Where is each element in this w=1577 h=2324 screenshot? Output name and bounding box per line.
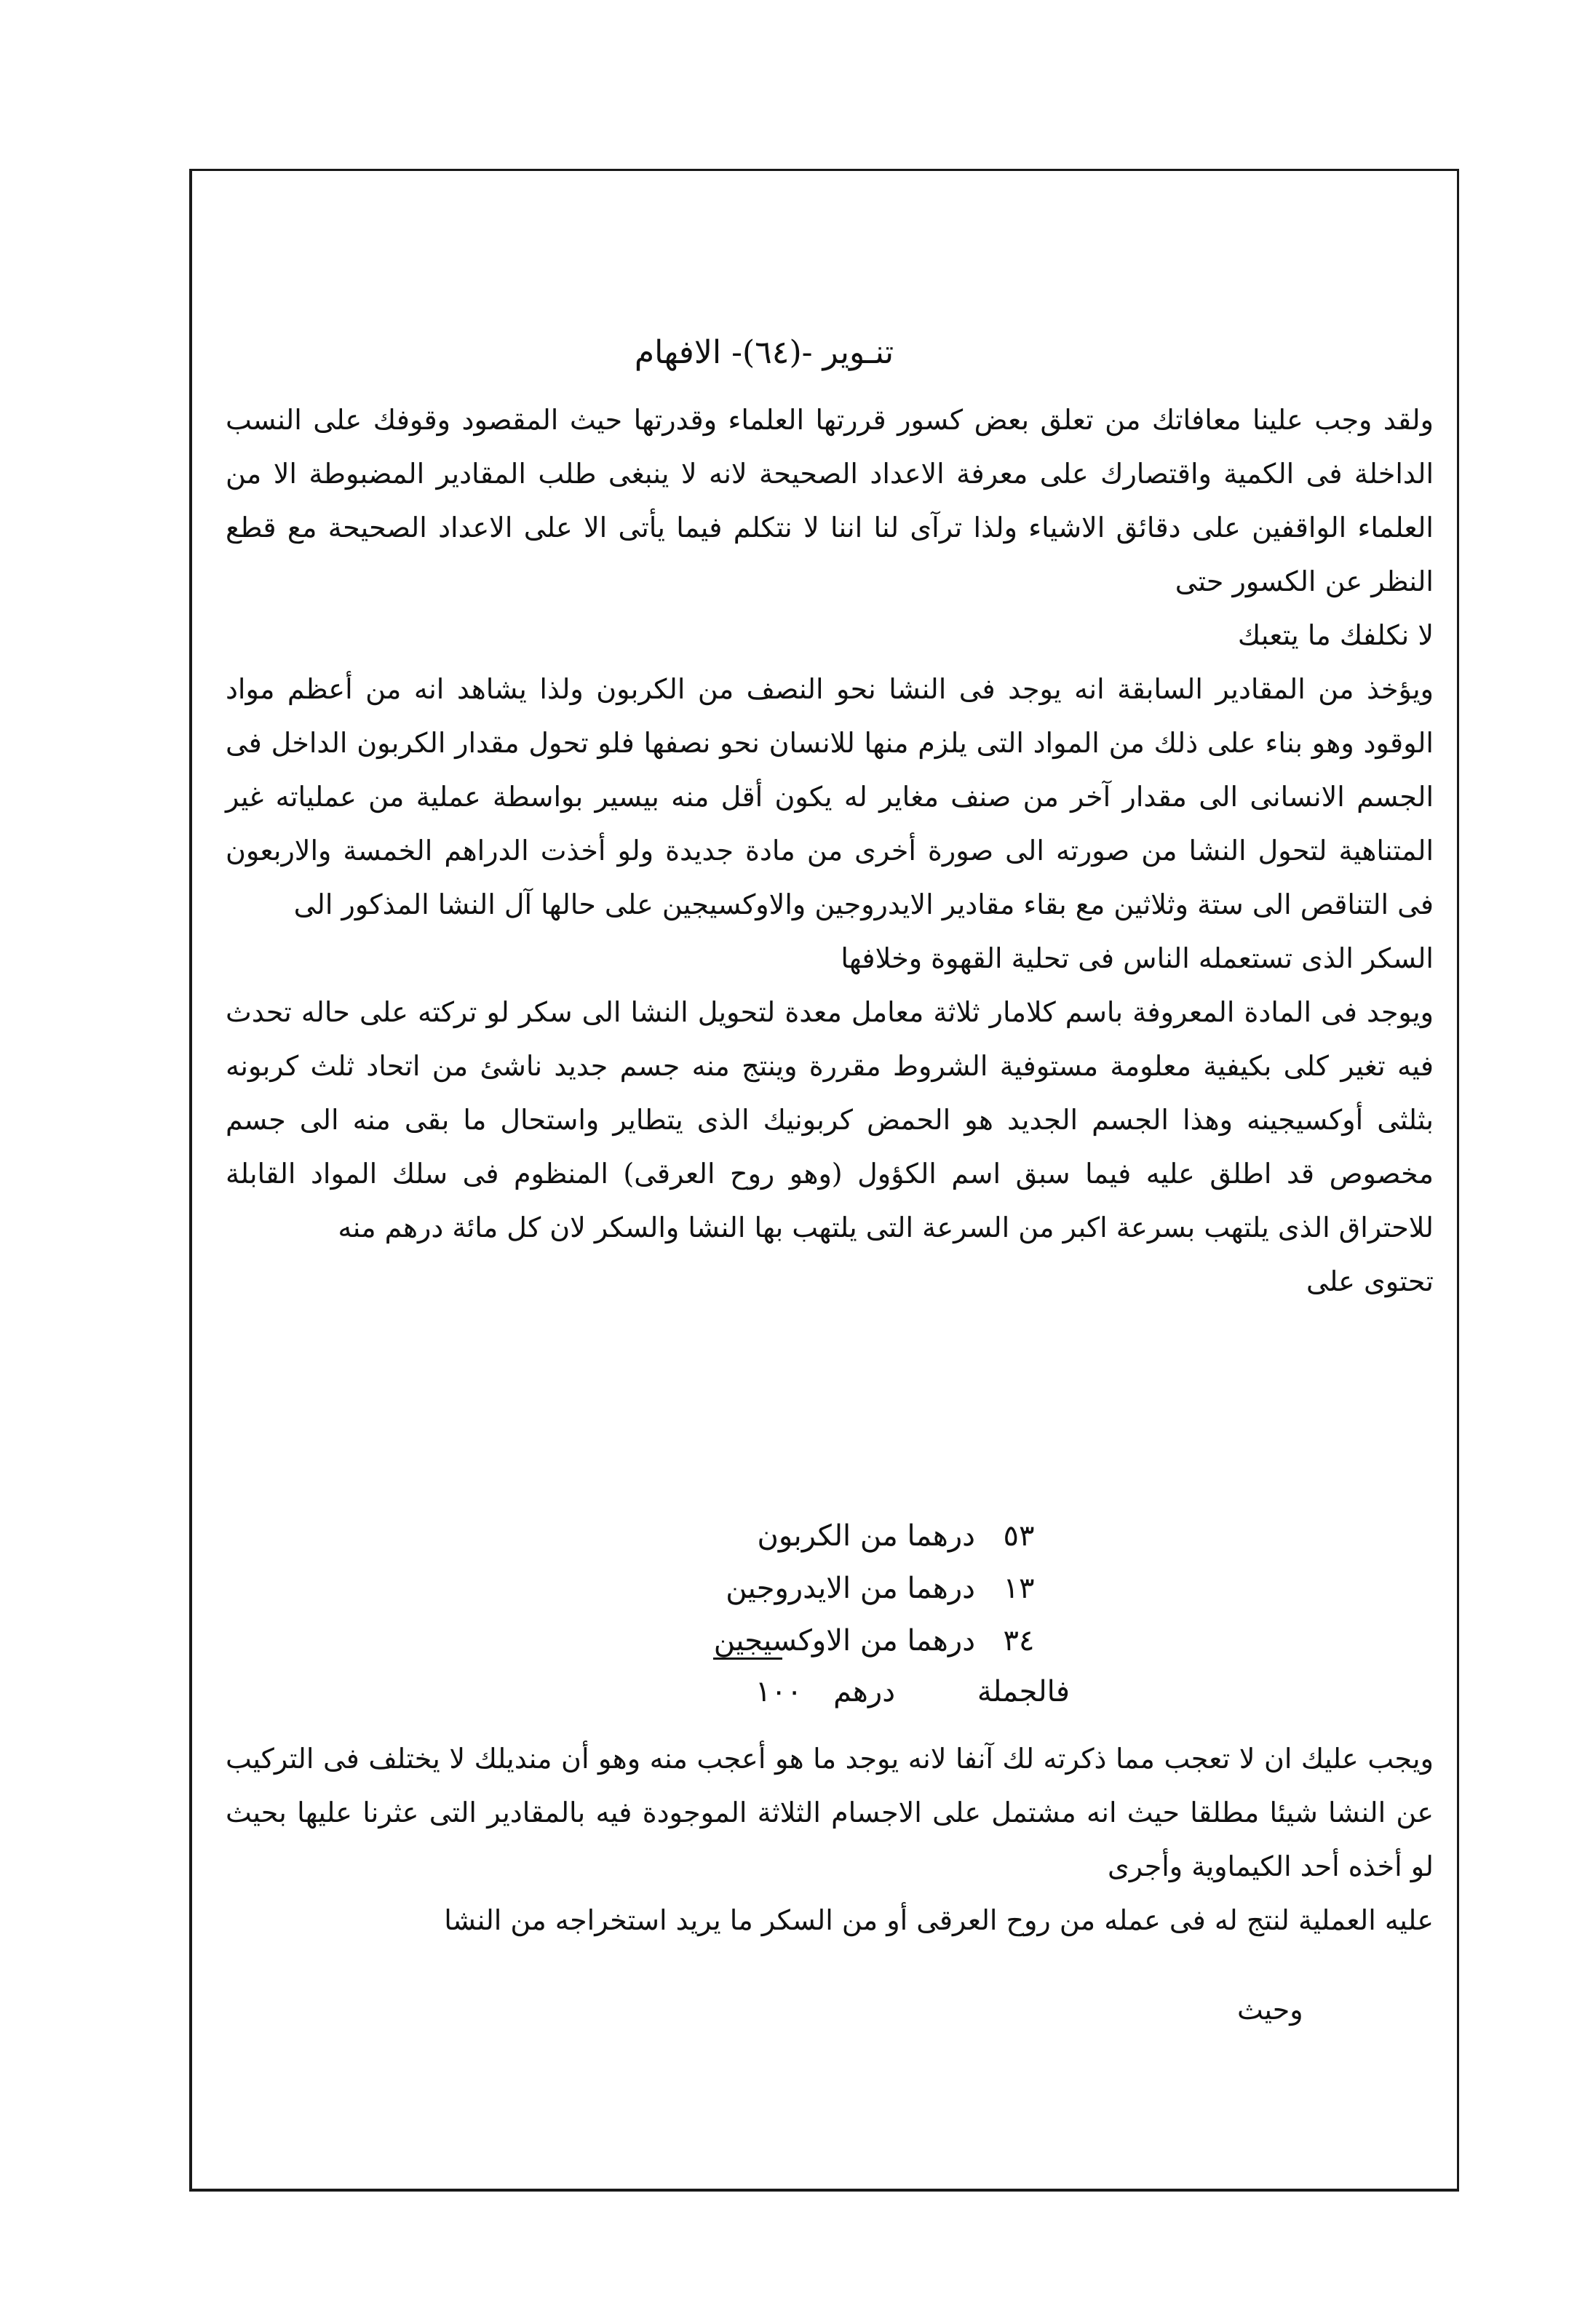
total-value: ١٠٠ xyxy=(755,1675,803,1708)
composition-value: ١٣ xyxy=(1003,1572,1035,1605)
composition-label: درهما من الايدروجين xyxy=(726,1572,975,1605)
paragraph-4-end: عليه العملية لنتج له فى عمله من روح العرقى أو من السكر ما يريد استخراجه من النشا xyxy=(444,1904,1434,1936)
composition-table xyxy=(626,1510,1062,1667)
composition-label: درهما من الاوكسيجين xyxy=(713,1624,975,1658)
paragraph-1-end: لا نكلفك ما يتعبك xyxy=(1237,619,1434,651)
composition-row xyxy=(626,1510,1062,1562)
composition-row xyxy=(626,1562,1062,1615)
paragraph-4: ويجب عليك ان لا تعجب مما ذكرته لك آنفا لانه يوجد ما هو أعجب منه وهو أن منديلك لا يختلف فى التركيب عن النشا شيئا مطلقا حيث انه مشتمل على الاجسام الثلاثة الموجودة فيه بالمقادير التى عثرنا عليها بحيث لو أخذه أحد الكيماوية وأجرى xyxy=(226,1743,1434,1882)
sum-rule xyxy=(713,1658,782,1660)
composition-label: درهما من الكربون xyxy=(757,1519,975,1553)
composition-value: ٣٤ xyxy=(1003,1624,1035,1658)
composition-total xyxy=(451,1666,1070,1717)
composition-value: ٥٣ xyxy=(1003,1519,1035,1553)
closing-paragraph xyxy=(226,1732,1434,1947)
total-word: فالجملة xyxy=(977,1675,1070,1708)
total-unit: درهم xyxy=(833,1675,895,1708)
catchword: وحيث xyxy=(1237,1994,1303,2026)
body-text xyxy=(226,393,1434,1308)
paragraph-1: ولقد وجب علينا معافاتك من تعلق بعض كسور قررتها العلماء وقدرتها حيث المقصود وقوفك على النسب الداخلة فى الكمية واقتصارك على معرفة الاعداد الصحيحة لانه لا ينبغى طلب المقادير المضبوطة الا من العلماء الواقفين على دقائق الاشياء ولذا ترآى لنا اننا لا نتكلم فيما يأتى الا على الاعداد الصحيحة مع قطع النظر عن الكسور حتى xyxy=(226,404,1434,597)
running-header: تنـوير -(٦٤)- الافهام xyxy=(634,334,894,371)
paragraph-3-end: تحتوى على xyxy=(1306,1265,1434,1297)
paragraph-3: ويوجد فى المادة المعروفة باسم كلامار ثلاثة معامل معدة لتحويل النشا الى سكر لو تركته على حاله تحدث فيه تغير كلى بكيفية معلومة مستوفية الشروط مقررة وينتج منه جسم جديد ناشئ من اتحاد ثلث كربونه بثلثى أوكسيجينه وهذا الجسم الجديد هو الحمض كربونيك الذى يتطاير واستحال ما بقى منه الى جسم مخصوص قد اطلق عليه فيما سبق اسم الكؤول (وهو روح العرقى) المنظوم فى سلك المواد القابلة للاحتراق الذى يلتهب بسرعة اكبر من السرعة التى يلتهب بها النشا والسكر لان كل مائة درهم منه xyxy=(226,996,1434,1243)
composition-row xyxy=(626,1615,1062,1667)
paragraph-2: ويؤخذ من المقادير السابقة انه يوجد فى النشا نحو النصف من الكربون ولذا يشاهد انه من أعظم مواد الوقود وهو بناء على ذلك من المواد التى يلزم منها للانسان نحو نصفها فلو تحول مقدار الكربون الداخل فى الجسم الانسانى الى مقدار آخر من صنف مغاير له يكون أقل منه بيسير بواسطة عملية من عملياته غير المتناهية لتحول النشا من صورته الى صورة أخرى من مادة جديدة ولو أخذت الدراهم الخمسة والاربعون فى التناقص الى ستة وثلاثين مع بقاء مقادير الايدروجين والاوكسيجين على حالها آل النشا المذكور الى xyxy=(226,673,1434,920)
paragraph-2-end: السكر الذى تستعمله الناس فى تحلية القهوة وخلافها xyxy=(841,942,1434,974)
